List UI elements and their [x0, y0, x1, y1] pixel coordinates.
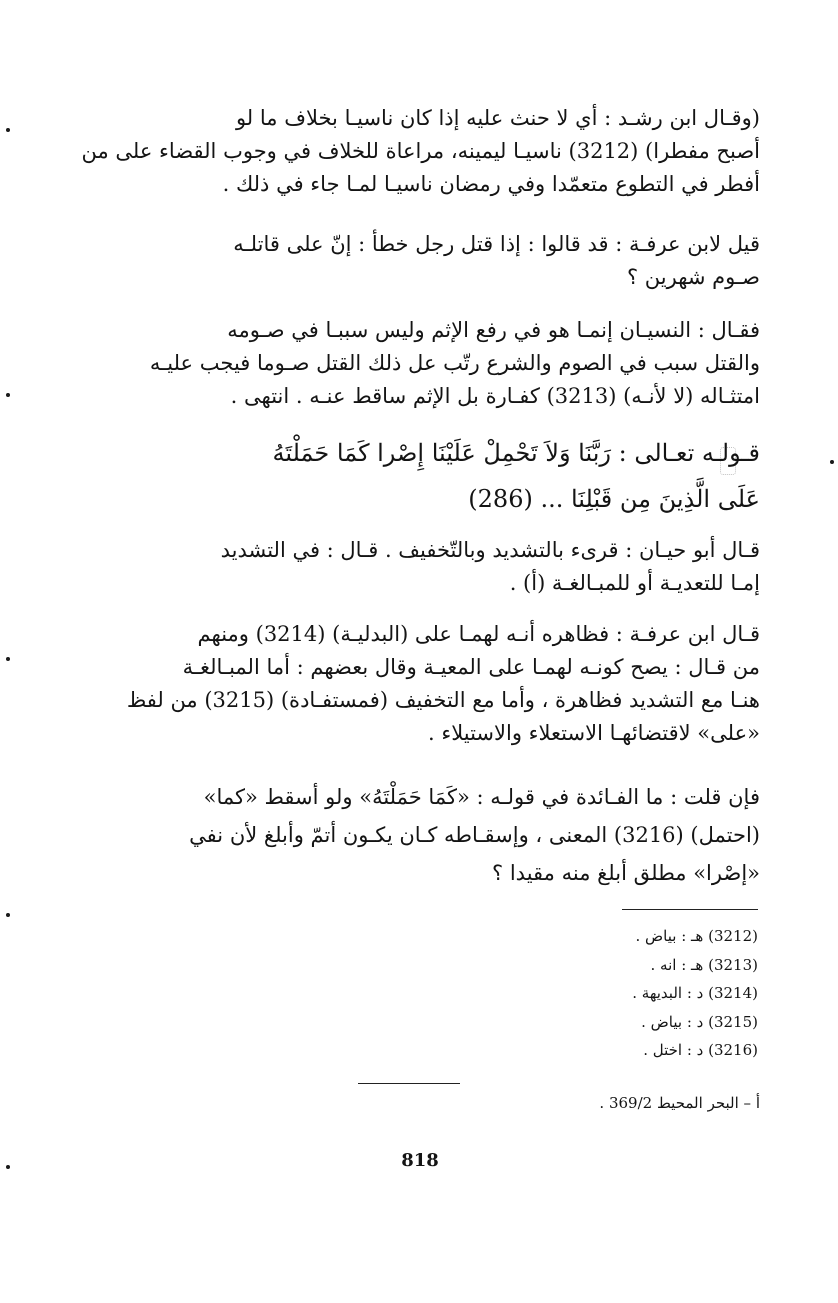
verse-line: عَلَى الَّذِينَ مِن قَبْلِنَا ... (286)	[468, 485, 760, 513]
text-line: أصبح مفطرا) (3212) ناسيـا ليمينه، مراعاة للخلاف في وجوب القضاء على من	[81, 139, 760, 163]
paragraph-answer	[70, 314, 760, 413]
quran-verse	[70, 430, 760, 522]
paragraph-abu-hayyan	[70, 534, 760, 600]
text-line: قيل لابن عرفـة : قد قالوا : إذا قتل رجل خطأ : إنّ على قاتلـه	[233, 232, 760, 256]
text-line: أفطر في التطوع متعمّدا وفي رمضان ناسيـا لمـا جاء في ذلك .	[222, 172, 760, 196]
footnote-item: (3215) د : بياض .	[641, 1012, 758, 1031]
source-note: أ – البحر المحيط 369/2 .	[599, 1094, 760, 1112]
text-line: فإن قلت : ما الفـائدة في قولـه : «كَمَا حَمَلْتَهُ» ولو أسقط «كما»	[203, 785, 760, 809]
verse-line: قـولـه تعـالى : رَبَّنَا وَلاَ تَحْمِلْ عَلَيْنَا إِصْرا كَمَا حَمَلْتَهُ	[272, 439, 760, 467]
paragraph-ibn-rushd	[70, 102, 760, 201]
text-line: (وقـال ابن رشـد : أي لا حنث عليه إذا كان ناسيـا بخلاف ما لو	[235, 106, 760, 130]
text-line: هنـا مع التشديد فظاهرة ، وأما مع التخفيف (فمستفـادة) (3215) من لفظ	[126, 688, 760, 712]
footnotes-list	[480, 922, 758, 1065]
footnote-item: (3214) د : البديهة .	[632, 984, 758, 1002]
text-line: والقتل سبب في الصوم والشرع رتّب عل ذلك القتل صـوما فيجب عليـه	[149, 351, 760, 375]
text-line: صـوم شهرين ؟	[626, 265, 760, 289]
paragraph-objection	[70, 778, 760, 892]
text-line: «إصْرا» مطلق أبلغ منه مقيدا ؟	[492, 861, 760, 885]
text-line: امتثـاله (لا لأنـه) (3213) كفـارة بل الإثم ساقط عنـه . انتهى .	[230, 384, 760, 408]
text-line: قـال ابن عرفـة : فظاهره أنـه لهمـا على (البدليـة) (3214) ومنهم	[197, 622, 760, 646]
source-divider	[358, 1083, 460, 1084]
text-line: قـال أبو حيـان : قرىء بالتشديد وبالتّخفيف . قـال : في التشديد	[220, 538, 760, 562]
scan-speck	[6, 913, 10, 917]
scan-speck	[6, 1165, 10, 1169]
paragraph-ibn-arafa	[70, 618, 760, 750]
text-line: «على» لاقتضائهـا الاستعلاء والاستيلاء .	[427, 721, 760, 745]
scan-speck	[6, 393, 10, 397]
text-line: (احتمل) (3216) المعنى ، وإسقـاطه كـان يكـون أتمّ وأبلغ لأن نفي	[189, 823, 760, 847]
text-line: من قـال : يصح كونـه لهمـا على المعيـة وقال بعضهم : أما المبـالغـة	[182, 655, 760, 679]
text-line: فقـال : النسيـان إنمـا هو في رفع الإثم وليس سببـا في صـومه	[227, 318, 760, 342]
scan-speck	[6, 657, 10, 661]
text-line: إمـا للتعديـة أو للمبـالغـة (أ) .	[509, 571, 760, 595]
footnote-item: (3216) د : اختل .	[643, 1041, 758, 1059]
page-number: 818	[401, 1150, 439, 1171]
scan-speck	[830, 460, 834, 464]
scan-speck	[6, 128, 10, 132]
paragraph-question	[70, 228, 760, 294]
footnote-item: (3212) هـ : بياض .	[635, 927, 758, 945]
footnote-divider	[622, 909, 758, 910]
footnote-item: (3213) هـ : انه .	[650, 955, 758, 974]
